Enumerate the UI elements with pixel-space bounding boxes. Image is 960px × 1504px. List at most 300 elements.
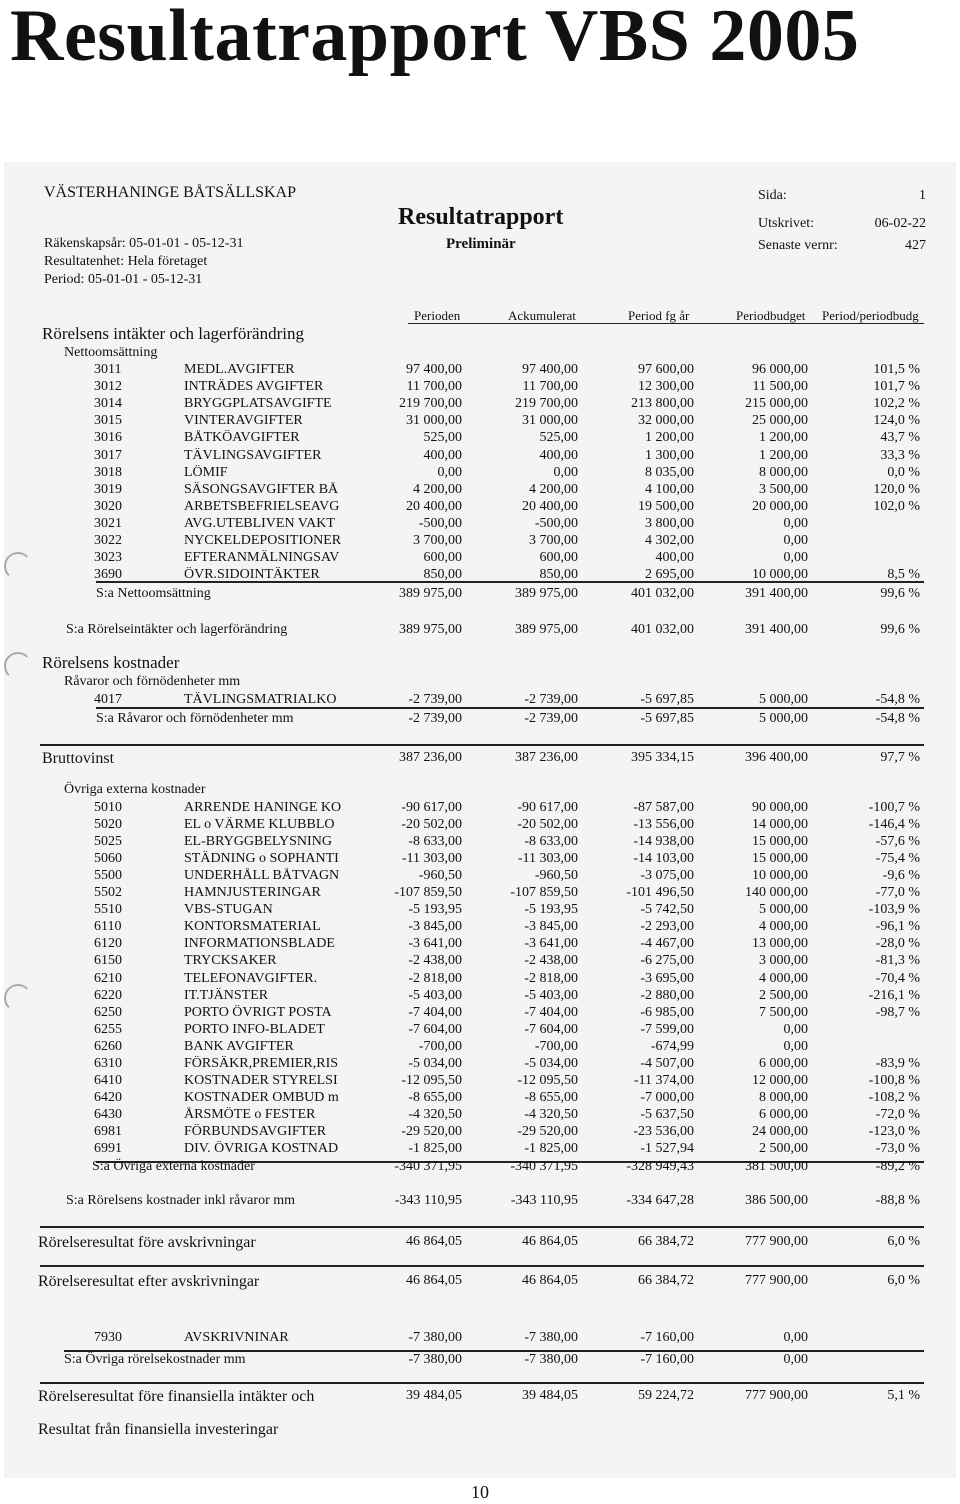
cell-budget-pct: -9,6 % (882, 868, 920, 884)
cell-budget-pct: 124,0 % (873, 413, 920, 429)
cell-periodbudget: 7 500,00 (759, 1004, 808, 1020)
cell-perioden: -1 825,00 (408, 1141, 462, 1156)
sum-row-external (4, 1159, 956, 1176)
account-code: 5510 (94, 902, 122, 918)
cell-ackumulerat: 31 000,00 (522, 413, 578, 429)
cell-period-fg-ar: -334 647,28 (626, 1193, 694, 1208)
cell-budget-pct: 43,7 % (880, 430, 920, 446)
cell-budget-pct: 101,7 % (873, 379, 920, 395)
org-name: VÄSTERHANINGE BÅTSÄLLSKAP (44, 184, 297, 201)
cell-period-fg-ar: 97 600,00 (638, 362, 694, 377)
cell-periodbudget: 396 400,00 (745, 750, 808, 765)
cell-perioden: 219 700,00 (399, 396, 462, 412)
cell-ackumulerat: -1 825,00 (524, 1141, 578, 1156)
account-code: 6250 (94, 1004, 122, 1020)
cell-period-fg-ar: -6 985,00 (640, 1004, 694, 1020)
account-name: MEDL.AVGIFTER (184, 362, 295, 377)
account-name: FÖRSÄKR,PREMIER,RIS (184, 1055, 339, 1071)
cell-period-fg-ar: -4 467,00 (640, 936, 694, 952)
row-fin-result-label: Resultat från finansiella investeringar (38, 1421, 279, 1438)
cell-periodbudget: 24 000,00 (752, 1123, 808, 1139)
cell-period-fg-ar: -4 507,00 (640, 1055, 694, 1071)
sum-row-net-sales (4, 586, 956, 603)
account-name: PORTO INFO-BLADET (184, 1021, 325, 1037)
account-code: 6110 (94, 919, 122, 935)
cell-periodbudget: 6 000,00 (759, 1055, 808, 1071)
cell-budget-pct: 6,0 % (887, 1273, 920, 1288)
account-name: ARBETSBEFRIELSEAVG (184, 498, 340, 514)
cell-ackumulerat: -7 604,00 (524, 1021, 578, 1037)
cell-ackumulerat: 3 700,00 (529, 533, 578, 548)
cell-ackumulerat: 850,00 (539, 567, 578, 583)
table-row (4, 834, 956, 851)
cell-perioden: -7 604,00 (408, 1021, 462, 1037)
table-row (4, 1022, 956, 1039)
account-code: 5020 (94, 817, 122, 833)
table-row (4, 885, 956, 902)
cell-perioden: -29 520,00 (401, 1123, 462, 1139)
cell-perioden: 600,00 (423, 550, 462, 566)
table-row (4, 499, 956, 516)
cell-perioden: 387 236,00 (399, 750, 462, 765)
cell-period-fg-ar: -87 587,00 (633, 800, 694, 815)
cell-perioden: 389 975,00 (399, 586, 462, 601)
cell-ackumulerat: -8 655,00 (524, 1089, 578, 1105)
table-row (4, 800, 956, 817)
cell-periodbudget: 15 000,00 (752, 834, 808, 850)
account-name: EFTERANMÄLNINGSAV (184, 550, 340, 566)
account-code: 6220 (94, 987, 122, 1003)
cell-perioden: 11 700,00 (406, 379, 462, 395)
version-label: Senaste vernr: (758, 238, 838, 253)
col-header-perioden: Perioden (414, 308, 461, 323)
account-name: FÖRBUNDSAVGIFTER (184, 1123, 327, 1139)
col-header-periodbudget: Periodbudget (736, 308, 806, 323)
account-code: 5025 (94, 834, 122, 850)
cell-ackumulerat: -343 110,95 (510, 1193, 578, 1208)
cell-period-fg-ar: -5 697,85 (640, 692, 694, 707)
table-row (4, 448, 956, 465)
table-row (4, 430, 956, 447)
cell-period-fg-ar: -2 880,00 (640, 987, 694, 1003)
page-title: Resultatrapport VBS 2005 (10, 0, 860, 77)
scanned-report (4, 162, 956, 1478)
cell-perioden: 20 400,00 (406, 498, 462, 514)
section-income-title: Rörelsens intäkter och lagerförändring (42, 324, 304, 343)
cell-perioden: -90 617,00 (401, 800, 462, 815)
period: Period: 05-01-01 - 05-12-31 (44, 272, 203, 287)
account-name: SÄSONGSAVGIFTER BÅ (184, 481, 339, 497)
table-row (4, 362, 956, 379)
cell-ackumulerat: 46 864,05 (522, 1273, 578, 1288)
cell-ackumulerat: 525,00 (539, 430, 578, 446)
row-result-before-fin (4, 1388, 956, 1405)
cell-budget-pct: -103,9 % (868, 902, 920, 918)
cell-budget-pct: -123,0 % (868, 1123, 920, 1139)
cell-perioden: 39 484,05 (406, 1388, 462, 1403)
account-name: BÅTKÖAVGIFTER (184, 430, 300, 446)
cell-period-fg-ar: -14 938,00 (633, 834, 694, 850)
account-name: KOSTNADER STYRELSI (184, 1072, 338, 1088)
cell-budget-pct: -89,2 % (875, 1159, 920, 1174)
table-row (4, 396, 956, 413)
account-name: INFORMATIONSBLADE (184, 936, 335, 952)
account-code: 6981 (94, 1123, 122, 1139)
account-code: 3018 (94, 464, 122, 480)
cell-ackumulerat: -2 818,00 (524, 970, 578, 986)
table-row (4, 1056, 956, 1073)
sum-row-materials (4, 711, 956, 728)
cell-budget-pct: -28,0 % (875, 936, 920, 952)
cell-period-fg-ar: -2 293,00 (640, 919, 694, 935)
cell-perioden: 525,00 (423, 430, 462, 446)
account-code: 6430 (94, 1106, 122, 1122)
cell-budget-pct: -54,8 % (875, 711, 920, 726)
cell-budget-pct: 99,6 % (880, 586, 920, 601)
cell-budget-pct: 33,3 % (880, 447, 920, 463)
cell-ackumulerat: -960,50 (534, 868, 578, 884)
cell-periodbudget: 6 000,00 (759, 1106, 808, 1122)
cell-ackumulerat: 600,00 (539, 550, 578, 566)
cell-budget-pct: -100,7 % (868, 800, 920, 815)
table-row (4, 1073, 956, 1090)
cell-perioden: 31 000,00 (406, 413, 462, 429)
cell-budget-pct: 120,0 % (873, 481, 920, 497)
cell-ackumulerat: 0,00 (553, 464, 578, 480)
account-code: 5060 (94, 851, 122, 867)
page-number: 10 (471, 1482, 489, 1502)
cell-budget-pct: 102,2 % (873, 396, 920, 412)
cell-period-fg-ar: 400,00 (655, 550, 694, 566)
cell-periodbudget: 8 000,00 (759, 1089, 808, 1105)
cell-periodbudget: 3 000,00 (759, 953, 808, 969)
cell-period-fg-ar: -328 949,43 (626, 1159, 694, 1174)
cell-periodbudget: 2 500,00 (759, 987, 808, 1003)
table-row (4, 1330, 956, 1347)
cell-period-fg-ar: -11 374,00 (633, 1072, 694, 1088)
table-row (4, 516, 956, 533)
account-name: NYCKELDEPOSITIONER (184, 533, 342, 548)
cell-budget-pct: 5,1 % (887, 1388, 920, 1403)
cell-perioden: 850,00 (423, 567, 462, 583)
cell-ackumulerat: -500,00 (534, 515, 578, 531)
cell-budget-pct: -81,3 % (875, 953, 920, 969)
cell-perioden: -11 303,00 (401, 851, 462, 867)
cell-ackumulerat: 39 484,05 (522, 1388, 578, 1403)
row-label: S:a Rörelseintäkter och lagerförändring (66, 622, 288, 637)
row-label: S:a Nettoomsättning (96, 586, 211, 601)
cell-periodbudget: 0,00 (783, 1021, 808, 1037)
cell-budget-pct: 8,5 % (887, 567, 920, 583)
account-name: ÅRSMÖTE o FESTER (184, 1106, 316, 1122)
cell-period-fg-ar: -5 742,50 (640, 902, 694, 918)
cell-ackumulerat: 46 864,05 (522, 1234, 578, 1249)
cell-perioden: 3 700,00 (413, 533, 462, 548)
account-code: 3020 (94, 498, 122, 514)
cell-perioden: -8 655,00 (408, 1089, 462, 1105)
account-code: 3014 (94, 396, 122, 412)
cell-budget-pct: -216,1 % (868, 987, 920, 1003)
cell-perioden: -3 845,00 (408, 919, 462, 935)
cell-perioden: -343 110,95 (394, 1193, 462, 1208)
cell-period-fg-ar: 32 000,00 (638, 413, 694, 429)
rule-costs-sum (40, 1226, 924, 1228)
cell-perioden: -20 502,00 (401, 817, 462, 833)
row-result-before-dep (4, 1234, 956, 1251)
cell-budget-pct: -96,1 % (875, 919, 920, 935)
header-rule (408, 323, 924, 324)
account-code: 5010 (94, 800, 122, 815)
sum-row-costs (4, 1193, 956, 1210)
report-title: Resultatrapport (398, 204, 564, 230)
fiscal-year: Räkenskapsår: 05-01-01 - 05-12-31 (44, 236, 244, 251)
account-name: BRYGGPLATSAVGIFTE (184, 396, 332, 412)
cell-ackumulerat: 387 236,00 (515, 750, 578, 765)
cell-period-fg-ar: 19 500,00 (638, 498, 694, 514)
page-label: Sida: (758, 188, 787, 203)
cell-periodbudget: 90 000,00 (752, 800, 808, 815)
table-row (4, 936, 956, 953)
cell-period-fg-ar: -13 556,00 (633, 817, 694, 833)
cell-periodbudget: 10 000,00 (752, 868, 808, 884)
row-label: S:a Råvaror och förnödenheter mm (96, 711, 294, 726)
account-name: LÖMIF (184, 464, 228, 480)
account-code: 3021 (94, 515, 122, 531)
table-row (4, 1141, 956, 1158)
account-code: 3690 (94, 567, 122, 583)
cell-period-fg-ar: 3 800,00 (645, 515, 694, 531)
cell-periodbudget: 4 000,00 (759, 919, 808, 935)
account-code: 3012 (94, 379, 122, 395)
table-row (4, 1124, 956, 1141)
table-row (4, 817, 956, 834)
cell-budget-pct: -108,2 % (868, 1089, 920, 1105)
cell-ackumulerat: -700,00 (534, 1038, 578, 1054)
cell-period-fg-ar: 401 032,00 (631, 586, 694, 601)
account-name: TÄVLINGSMATRIALKO (184, 692, 337, 707)
table-row (4, 902, 956, 919)
cell-budget-pct: -70,4 % (875, 970, 920, 986)
cell-period-fg-ar: 12 300,00 (638, 379, 694, 395)
account-code: 6991 (94, 1141, 122, 1156)
account-code: 3023 (94, 550, 122, 566)
account-name: UNDERHÅLL BÅTVAGN (184, 868, 340, 884)
table-row (4, 379, 956, 396)
cell-period-fg-ar: 4 302,00 (645, 533, 694, 548)
cell-periodbudget: 777 900,00 (745, 1273, 808, 1288)
cell-periodbudget: 0,00 (783, 1038, 808, 1054)
cell-budget-pct: 102,0 % (873, 498, 920, 514)
cell-periodbudget: 0,00 (783, 1352, 808, 1367)
table-row (4, 868, 956, 885)
account-name: BANK AVGIFTER (184, 1038, 294, 1054)
cell-period-fg-ar: -7 160,00 (640, 1352, 694, 1367)
table-row (4, 413, 956, 430)
cell-perioden: -700,00 (418, 1038, 462, 1054)
table-row (4, 953, 956, 970)
cell-ackumulerat: -4 320,50 (524, 1106, 578, 1122)
account-code: 5502 (94, 885, 122, 901)
cell-periodbudget: 1 200,00 (759, 447, 808, 463)
cell-period-fg-ar: -7 000,00 (640, 1089, 694, 1105)
cell-budget-pct: -88,8 % (875, 1193, 920, 1208)
sum-row-income (4, 622, 956, 639)
account-code: 3017 (94, 447, 122, 463)
table-row (4, 533, 956, 550)
cell-periodbudget: 0,00 (783, 550, 808, 566)
cell-periodbudget: 215 000,00 (745, 396, 808, 412)
cell-periodbudget: 140 000,00 (745, 885, 808, 901)
cell-budget-pct: 99,6 % (880, 622, 920, 637)
cell-periodbudget: 2 500,00 (759, 1141, 808, 1156)
cell-ackumulerat: -2 438,00 (524, 953, 578, 969)
account-code: 6420 (94, 1089, 122, 1105)
sum-row-other-op (4, 1352, 956, 1369)
account-code: 3022 (94, 533, 122, 548)
cell-ackumulerat: 400,00 (539, 447, 578, 463)
account-name: ARRENDE HANINGE KO (184, 800, 342, 815)
cell-period-fg-ar: 401 032,00 (631, 622, 694, 637)
cell-budget-pct: -98,7 % (875, 1004, 920, 1020)
cell-ackumulerat: -7 380,00 (524, 1352, 578, 1367)
account-name: EL-BRYGGBELYSNING (184, 834, 332, 850)
cell-period-fg-ar: 66 384,72 (638, 1273, 694, 1288)
cell-perioden: -960,50 (418, 868, 462, 884)
cell-ackumulerat: -3 641,00 (524, 936, 578, 952)
cell-ackumulerat: -8 633,00 (524, 834, 578, 850)
cell-budget-pct: 0,0 % (887, 464, 920, 480)
group-net-sales: Nettoomsättning (64, 345, 158, 360)
cell-period-fg-ar: -3 075,00 (640, 868, 694, 884)
cell-periodbudget: 391 400,00 (745, 622, 808, 637)
table-row (4, 550, 956, 567)
cell-periodbudget: 0,00 (783, 1330, 808, 1345)
punch-hole (4, 652, 32, 680)
cell-ackumulerat: 11 700,00 (522, 379, 578, 395)
cell-budget-pct: -146,4 % (868, 817, 920, 833)
cell-period-fg-ar: -23 536,00 (633, 1123, 694, 1139)
cell-ackumulerat: -340 371,95 (510, 1159, 578, 1174)
cell-period-fg-ar: -6 275,00 (640, 953, 694, 969)
cell-periodbudget: 4 000,00 (759, 970, 808, 986)
cell-ackumulerat: -5 193,95 (524, 902, 578, 918)
row-gross-profit (4, 750, 956, 767)
row-label: S:a Övriga externa kostnader (92, 1159, 255, 1174)
cell-period-fg-ar: 66 384,72 (638, 1234, 694, 1249)
cell-period-fg-ar: -14 103,00 (633, 851, 694, 867)
result-unit: Resultatenhet: Hela företaget (44, 254, 208, 269)
account-code: 3015 (94, 413, 122, 429)
cell-periodbudget: 1 200,00 (759, 430, 808, 446)
table-row (4, 482, 956, 499)
account-name: KOSTNADER OMBUD m (184, 1089, 339, 1105)
cell-perioden: 0,00 (437, 464, 462, 480)
row-label: Rörelseresultat före avskrivningar (38, 1234, 256, 1251)
cell-periodbudget: 0,00 (783, 533, 808, 548)
cell-periodbudget: 8 000,00 (759, 464, 808, 480)
cell-periodbudget: 12 000,00 (752, 1072, 808, 1088)
cell-period-fg-ar: -5 637,50 (640, 1106, 694, 1122)
cell-ackumulerat: -90 617,00 (517, 800, 578, 815)
account-name: EL o VÄRME KLUBBLO (184, 817, 335, 833)
group-external-costs: Övriga externa kostnader (64, 782, 206, 797)
rule-result-before-dep (40, 1265, 924, 1267)
cell-perioden: -7 380,00 (408, 1352, 462, 1367)
cell-period-fg-ar: 1 300,00 (645, 447, 694, 463)
cell-periodbudget: 10 000,00 (752, 567, 808, 583)
cell-ackumulerat: 4 200,00 (529, 481, 578, 497)
cell-periodbudget: 777 900,00 (745, 1388, 808, 1403)
cell-periodbudget: 13 000,00 (752, 936, 808, 952)
cell-budget-pct: -54,8 % (875, 692, 920, 707)
cell-budget-pct: -77,0 % (875, 885, 920, 901)
cell-period-fg-ar: 2 695,00 (645, 567, 694, 583)
account-code: 5500 (94, 868, 122, 884)
cell-period-fg-ar: -1 527,94 (640, 1141, 694, 1156)
account-name: IT.TJÄNSTER (184, 987, 269, 1003)
account-code: 3019 (94, 481, 122, 497)
cell-perioden: -4 320,50 (408, 1106, 462, 1122)
cell-perioden: -2 818,00 (408, 970, 462, 986)
version-value: 427 (905, 238, 926, 253)
account-name: TÄVLINGSAVGIFTER (184, 447, 322, 463)
cell-ackumulerat: -5 034,00 (524, 1055, 578, 1071)
cell-ackumulerat: 97 400,00 (522, 362, 578, 377)
cell-perioden: 46 864,05 (406, 1273, 462, 1288)
table-row (4, 851, 956, 868)
table-row (4, 465, 956, 482)
cell-periodbudget: 25 000,00 (752, 413, 808, 429)
cell-ackumulerat: 219 700,00 (515, 396, 578, 412)
cell-ackumulerat: -3 845,00 (524, 919, 578, 935)
cell-ackumulerat: -12 095,50 (517, 1072, 578, 1088)
cell-ackumulerat: -7 380,00 (524, 1330, 578, 1345)
rule-gross (40, 744, 924, 746)
account-code: 6210 (94, 970, 122, 986)
row-label: Bruttovinst (42, 750, 115, 767)
cell-ackumulerat: -107 859,50 (510, 885, 578, 901)
account-code: 6310 (94, 1055, 122, 1071)
cell-period-fg-ar: -5 697,85 (640, 711, 694, 726)
account-name: VBS-STUGAN (184, 902, 273, 918)
account-code: 6255 (94, 1021, 122, 1037)
cell-perioden: -8 633,00 (408, 834, 462, 850)
cell-perioden: 400,00 (423, 447, 462, 463)
account-code: 6260 (94, 1038, 122, 1054)
cell-ackumulerat: -2 739,00 (524, 711, 578, 726)
cell-period-fg-ar: -101 496,50 (626, 885, 694, 901)
table-row (4, 567, 956, 584)
account-name: ÖVR.SIDOINTÄKTER (184, 567, 320, 583)
cell-ackumulerat: 389 975,00 (515, 586, 578, 601)
cell-ackumulerat: -7 404,00 (524, 1004, 578, 1020)
cell-periodbudget: 381 500,00 (745, 1159, 808, 1174)
printed-label: Utskrivet: (758, 216, 814, 231)
cell-budget-pct: 6,0 % (887, 1234, 920, 1249)
cell-period-fg-ar: 59 224,72 (638, 1388, 694, 1403)
cell-budget-pct: 101,5 % (873, 362, 920, 377)
cell-period-fg-ar: 8 035,00 (645, 464, 694, 480)
cell-ackumulerat: -20 502,00 (517, 817, 578, 833)
cell-periodbudget: 14 000,00 (752, 817, 808, 833)
cell-budget-pct: -73,0 % (875, 1141, 920, 1156)
cell-periodbudget: 96 000,00 (752, 362, 808, 377)
page-value: 1 (919, 188, 926, 203)
row-label: S:a Rörelsens kostnader inkl råvaror mm (66, 1193, 296, 1208)
table-row (4, 971, 956, 988)
cell-period-fg-ar: 4 100,00 (645, 481, 694, 497)
row-label: Rörelseresultat efter avskrivningar (38, 1273, 260, 1290)
